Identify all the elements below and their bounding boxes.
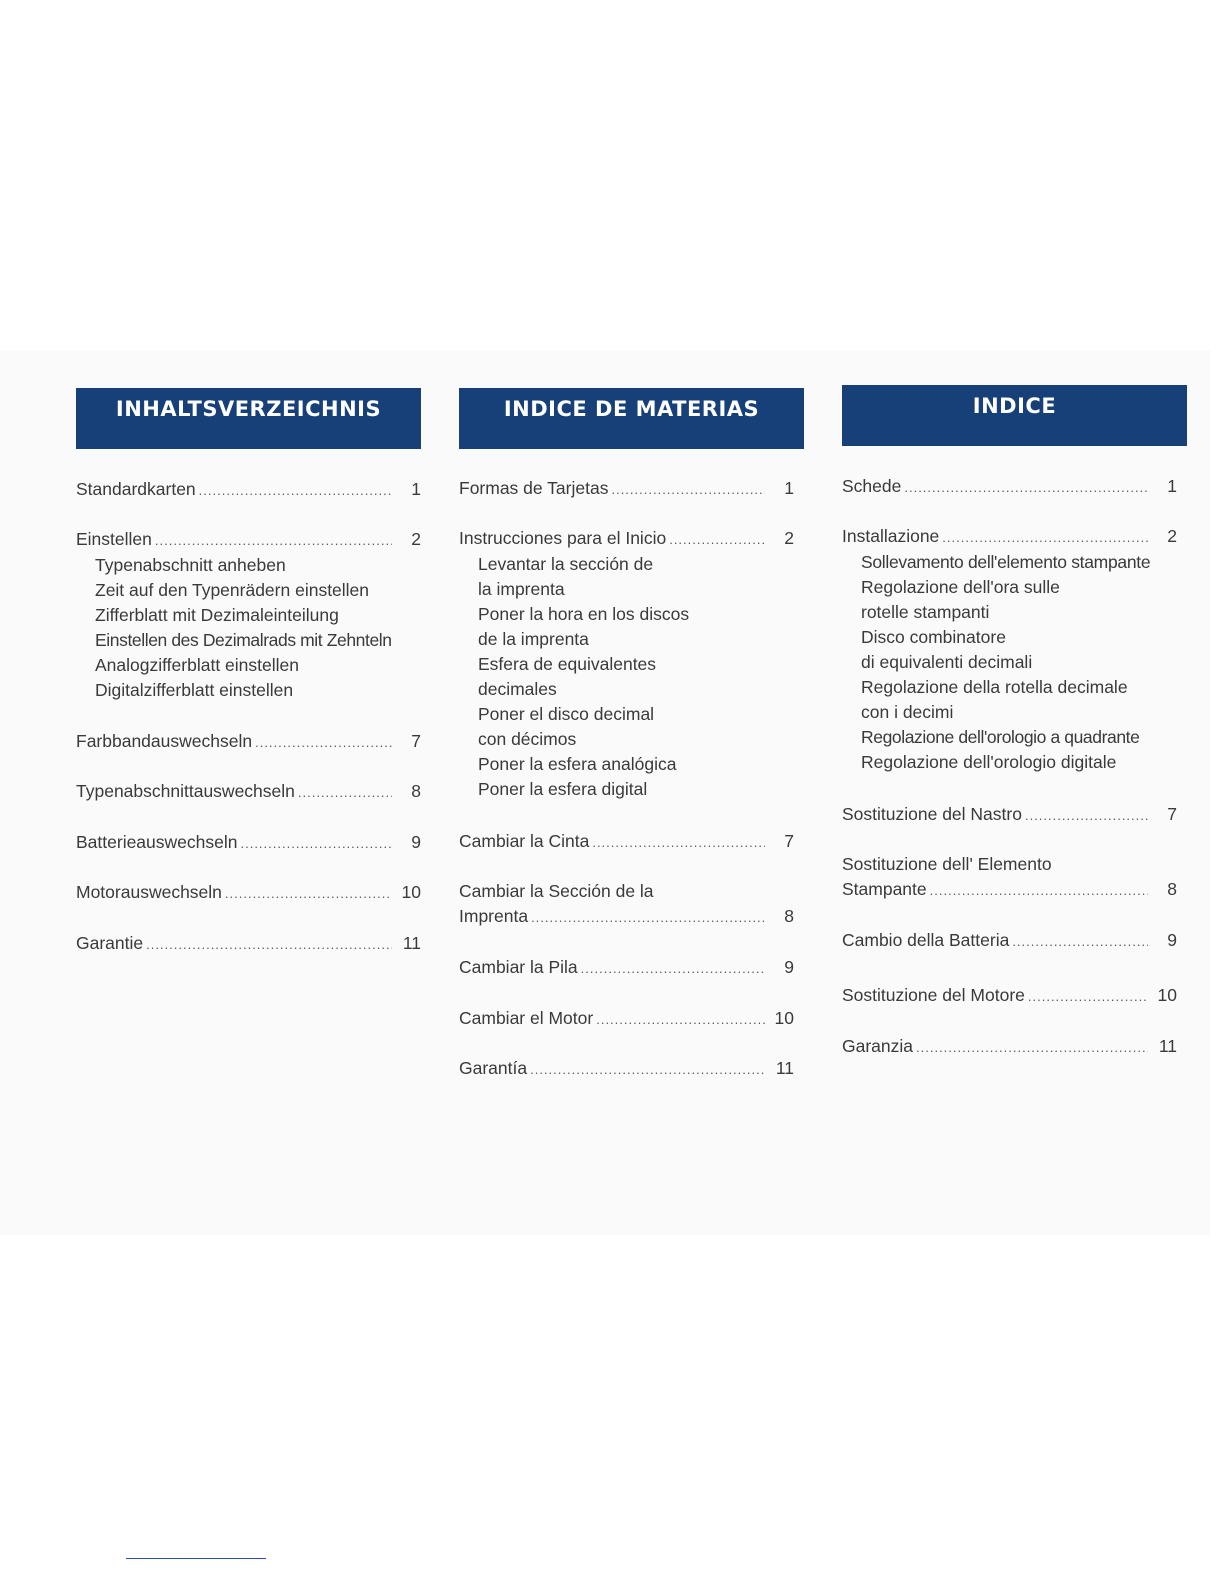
- dot-leader: [930, 878, 1148, 903]
- underline-divider: [126, 1558, 266, 1559]
- toc-entry[interactable]: [76, 477, 421, 503]
- sub-entry: Zeit auf den Typenrädern einstellen: [95, 580, 370, 600]
- sub-entry: Poner la esfera analógica: [478, 754, 677, 774]
- sub-entry: Regolazione dell'orologio a quadrante: [861, 727, 1140, 747]
- dot-leader: [596, 1007, 765, 1032]
- toc-entry[interactable]: [842, 1034, 1177, 1060]
- dot-leader: [1025, 803, 1148, 828]
- toc-entry[interactable]: [459, 955, 794, 981]
- entry-label: Imprenta: [459, 906, 529, 926]
- sub-entry: Regolazione dell'orologio digitale: [861, 752, 1117, 772]
- entry-label-line: Cambiar la Sección de la: [459, 881, 654, 901]
- sub-entry: Zifferblatt mit Dezimaleinteilung: [95, 605, 339, 625]
- page-number: 1: [411, 479, 421, 499]
- sub-entry: Digitalzifferblatt einstellen: [95, 680, 294, 700]
- page-number: 9: [411, 832, 421, 852]
- sub-entry: con i decimi: [861, 702, 954, 722]
- page-number: 11: [775, 1058, 794, 1078]
- sub-entry: Regolazione della rotella decimale: [861, 677, 1128, 697]
- page-number: 8: [784, 906, 794, 926]
- entry-label: Standardkarten: [76, 479, 196, 499]
- toc-entry[interactable]: [842, 852, 1177, 903]
- page-number: 1: [1167, 476, 1177, 496]
- sub-entry: di equivalenti decimali: [861, 652, 1033, 672]
- page-number: 9: [1167, 930, 1177, 950]
- entry-label: Schede: [842, 476, 902, 496]
- sub-entry: Poner la esfera digital: [478, 779, 648, 799]
- page-number: 7: [411, 731, 421, 751]
- dot-leader: [240, 831, 392, 856]
- sub-entry: Levantar la sección de: [478, 554, 654, 574]
- entry-label: Formas de Tarjetas: [459, 478, 609, 498]
- sub-entry: Disco combinatore: [861, 627, 1006, 647]
- dot-leader: [592, 830, 765, 855]
- dot-leader: [255, 730, 392, 755]
- toc-panel: [0, 350, 1210, 1235]
- page-number: 11: [1158, 1036, 1177, 1056]
- entry-label: Einstellen: [76, 529, 152, 549]
- dot-leader: [531, 905, 765, 930]
- toc-column-german: [76, 388, 421, 953]
- page-number: 8: [1167, 879, 1177, 899]
- page-number: 7: [1167, 804, 1177, 824]
- entry-label: Cambiar la Pila: [459, 957, 578, 977]
- toc-entry[interactable]: [459, 1006, 794, 1032]
- entry-label: Garanzia: [842, 1036, 914, 1056]
- dot-leader: [1028, 984, 1148, 1009]
- sub-entry: de la imprenta: [478, 629, 589, 649]
- entry-label: Sostituzione del Nastro: [842, 804, 1022, 824]
- entry-label: Cambio della Batteria: [842, 930, 1010, 950]
- sub-entry: decimales: [478, 679, 557, 699]
- entry-label: Installazione: [842, 526, 940, 546]
- dot-leader: [916, 1035, 1148, 1060]
- dot-leader: [298, 780, 392, 805]
- toc-entry[interactable]: [459, 879, 794, 930]
- page-number: 2: [784, 528, 794, 548]
- dot-leader: [581, 956, 765, 981]
- sub-entry: con décimos: [478, 729, 577, 749]
- column-header: INHALTSVERZEICHNIS: [76, 388, 421, 449]
- sub-entry: Poner el disco decimal: [478, 704, 655, 724]
- sub-entry: Einstellen des Dezimalrads mit Zehnteln: [95, 630, 392, 650]
- page-number: 8: [411, 781, 421, 801]
- entry-label: Typenabschnittauswechseln: [76, 781, 295, 801]
- toc-entry[interactable]: [76, 931, 421, 957]
- dot-leader: [155, 528, 392, 553]
- entry-label: Cambiar el Motor: [459, 1008, 594, 1028]
- entry-label: Motorauswechseln: [76, 882, 222, 902]
- toc-entry[interactable]: [459, 829, 794, 855]
- dot-leader: [611, 477, 765, 502]
- page-number: 10: [1157, 985, 1177, 1005]
- sub-entry: Poner la hora en los discos: [478, 604, 690, 624]
- toc-column-spanish: [459, 388, 804, 1078]
- entry-label-line: Sostituzione dell' Elemento: [842, 854, 1052, 874]
- toc-column-italian: [842, 385, 1187, 1056]
- entry-label: Garantie: [76, 933, 144, 953]
- dot-leader: [146, 932, 392, 957]
- dot-leader: [199, 478, 392, 503]
- entry-label: Instrucciones para el Inicio: [459, 528, 667, 548]
- page-number: 2: [1167, 526, 1177, 546]
- toc-entry[interactable]: [459, 1056, 794, 1082]
- dot-leader: [904, 475, 1148, 500]
- toc-entry[interactable]: [842, 524, 1177, 775]
- entry-label: Farbbandauswechseln: [76, 731, 253, 751]
- page-number: 10: [774, 1008, 794, 1028]
- toc-entry[interactable]: [76, 830, 421, 856]
- entry-label: Cambiar la Cinta: [459, 831, 590, 851]
- column-header: INDICE DE MATERIAS: [459, 388, 804, 449]
- toc-entry[interactable]: [459, 476, 794, 502]
- dot-leader: [942, 525, 1148, 550]
- sub-entry: Analogzifferblatt einstellen: [95, 655, 299, 675]
- entry-label: Stampante: [842, 879, 927, 899]
- page-number: 7: [784, 831, 794, 851]
- entry-label: Garantía: [459, 1058, 528, 1078]
- toc-entry[interactable]: [842, 474, 1177, 500]
- entry-label: Batterieauswechseln: [76, 832, 238, 852]
- sub-entry: rotelle stampanti: [861, 602, 990, 622]
- sub-entry: Typenabschnitt anheben: [95, 555, 286, 575]
- page-number: 9: [784, 957, 794, 977]
- toc-entry[interactable]: [459, 526, 794, 802]
- entry-label: Sostituzione del Motore: [842, 985, 1025, 1005]
- toc-entry[interactable]: [842, 983, 1177, 1009]
- sub-entry: Sollevamento dell'elemento stampante: [861, 552, 1151, 572]
- dot-leader: [530, 1057, 765, 1082]
- toc-entry[interactable]: [76, 880, 421, 906]
- sub-entry: la imprenta: [478, 579, 565, 599]
- toc-entry[interactable]: [76, 729, 421, 755]
- toc-entry[interactable]: [842, 802, 1177, 828]
- page-number: 1: [784, 478, 794, 498]
- column-header: INDICE: [842, 385, 1187, 446]
- page-number: 11: [402, 933, 421, 953]
- sub-entry: Esfera de equivalentes: [478, 654, 657, 674]
- dot-leader: [1012, 929, 1148, 954]
- toc-entry[interactable]: [76, 527, 421, 703]
- dot-leader: [225, 881, 392, 906]
- toc-entry[interactable]: [76, 779, 421, 805]
- dot-leader: [669, 527, 765, 552]
- sub-entry: Regolazione dell'ora sulle: [861, 577, 1060, 597]
- page-number: 2: [411, 529, 421, 549]
- toc-entry[interactable]: [842, 928, 1177, 954]
- page-number: 10: [401, 882, 421, 902]
